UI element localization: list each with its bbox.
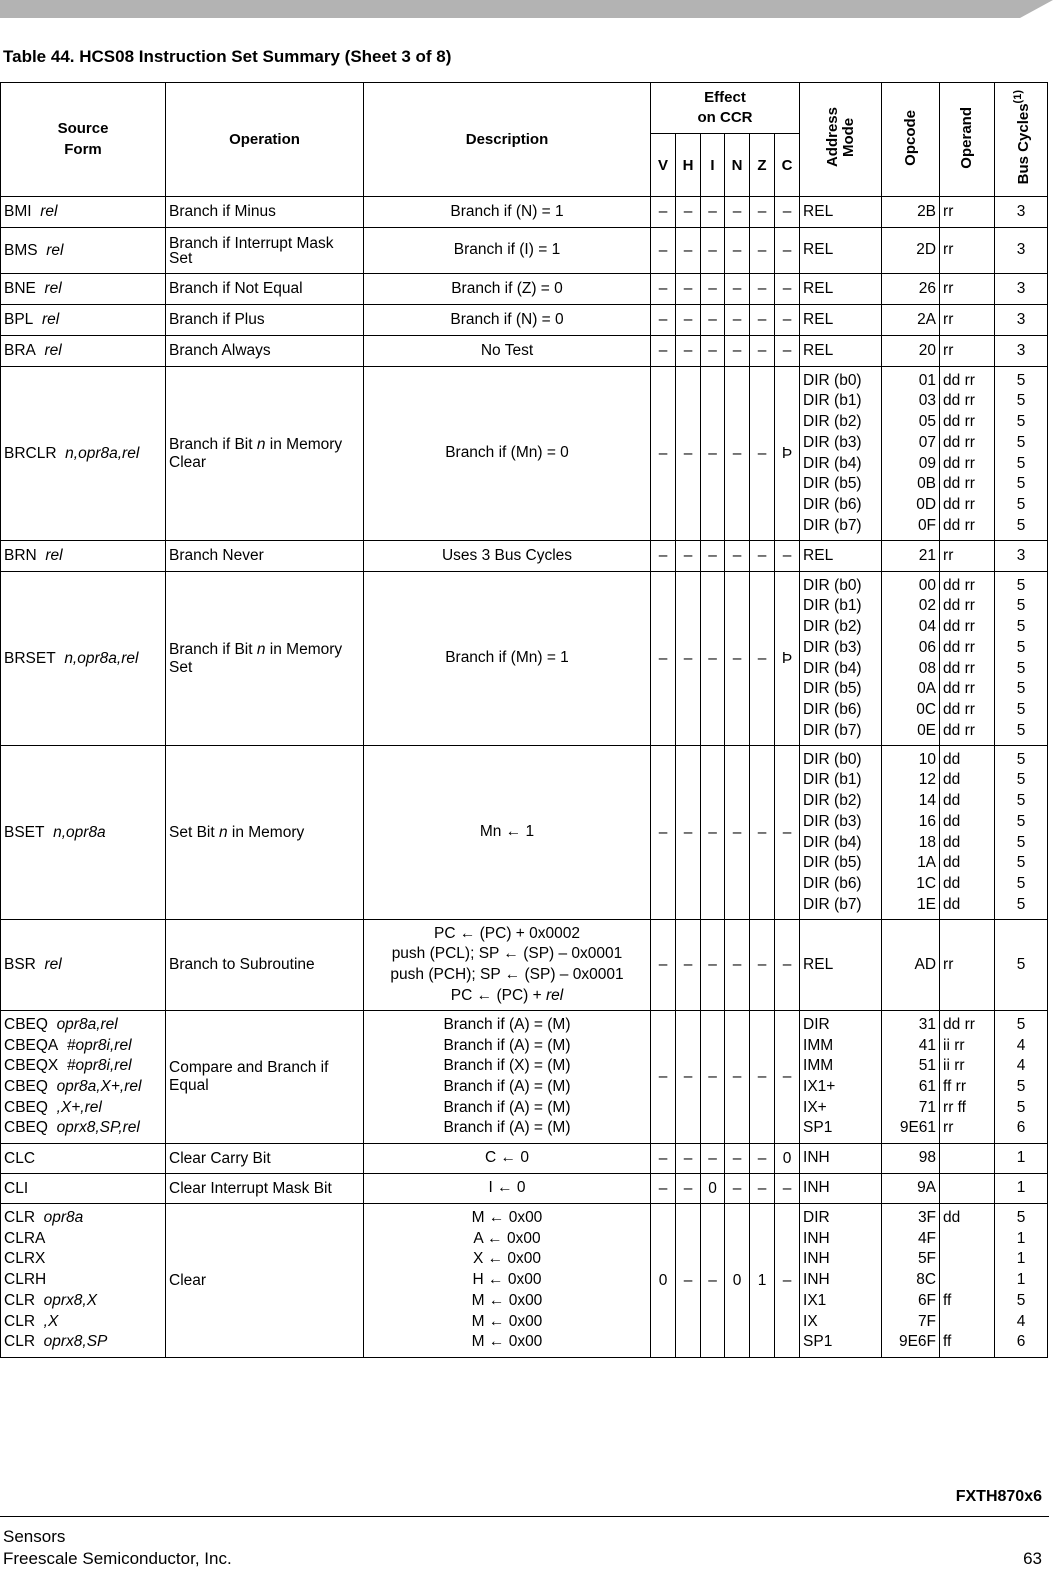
source-form-cell: BRCLR n,opr8a,rel — [1, 367, 166, 541]
flag-cell-n: – — [725, 541, 750, 572]
operation-cell: Branch if Minus — [166, 197, 364, 228]
description-cell: Branch if (Mn) = 1 — [364, 572, 651, 746]
flag-cell-i: – — [701, 367, 725, 541]
operand-cell: rr — [940, 336, 995, 367]
flag-cell-z: – — [750, 197, 775, 228]
operation-cell: Branch to Subroutine — [166, 920, 364, 1011]
table-row — [1, 197, 1048, 228]
flag-cell-i: – — [701, 228, 725, 274]
opcode-cell: 3F 4F 5F 8C 6F 7F 9E6F — [882, 1204, 940, 1358]
top-banner — [0, 0, 1053, 18]
operand-cell: rr — [940, 228, 995, 274]
operation-cell: Clear — [166, 1204, 364, 1358]
bus-cycles-cell: 3 — [995, 305, 1048, 336]
flag-cell-n: – — [725, 1174, 750, 1204]
flag-cell-c: – — [775, 305, 800, 336]
operation-cell: Branch if Bit n in Memory Set — [166, 572, 364, 746]
operand-cell: dd ff ff — [940, 1204, 995, 1358]
header-operation: Operation — [166, 83, 364, 197]
source-form-cell: CLR opr8a CLRA CLRX CLRH CLR oprx8,X CLR ,X CLR oprx8,SP — [1, 1204, 166, 1358]
source-form-cell: BRN rel — [1, 541, 166, 572]
footer-doc-id: FXTH870x6 — [955, 1488, 1042, 1505]
description-cell: C ← 0 — [364, 1144, 651, 1174]
header-address-mode-cell — [800, 83, 882, 197]
flag-cell-i: – — [701, 572, 725, 746]
table-row — [1, 572, 1048, 746]
description-cell: Branch if (N) = 0 — [364, 305, 651, 336]
flag-cell-h: – — [676, 541, 701, 572]
table-row — [1, 336, 1048, 367]
flag-cell-i: – — [701, 197, 725, 228]
flag-cell-i: – — [701, 1011, 725, 1144]
header-operand: Operand — [958, 106, 976, 169]
flag-cell-i: – — [701, 920, 725, 1011]
header-effect-on-ccr: Effect on CCR — [651, 83, 800, 134]
address-mode-cell: REL — [800, 228, 882, 274]
table-title: Table 44. HCS08 Instruction Set Summary (Sheet 3 of 8) — [3, 47, 452, 66]
operation-cell: Branch if Interrupt Mask Set — [166, 228, 364, 274]
flag-cell-v: – — [651, 746, 676, 920]
flag-cell-n: – — [725, 572, 750, 746]
opcode-cell: 2A — [882, 305, 940, 336]
flag-cell-v: – — [651, 305, 676, 336]
address-mode-cell: INH — [800, 1174, 882, 1204]
flag-cell-h: – — [676, 228, 701, 274]
flag-cell-h: – — [676, 367, 701, 541]
source-form-cell: BSET n,opr8a — [1, 746, 166, 920]
footer-company: Freescale Semiconductor, Inc. — [3, 1549, 232, 1568]
bus-cycles-cell: 5 1 1 1 5 4 6 — [995, 1204, 1048, 1358]
operation-cell: Compare and Branch if Equal — [166, 1011, 364, 1144]
flag-cell-n: – — [725, 920, 750, 1011]
opcode-cell: AD — [882, 920, 940, 1011]
flag-cell-z: – — [750, 746, 775, 920]
source-form-cell: BNE rel — [1, 274, 166, 305]
flag-cell-z: – — [750, 367, 775, 541]
flag-cell-v: – — [651, 541, 676, 572]
header-description: Description — [364, 83, 651, 197]
footer-divider — [0, 1516, 1049, 1517]
operand-cell — [940, 1174, 995, 1204]
address-mode-cell: REL — [800, 336, 882, 367]
opcode-cell: 98 — [882, 1144, 940, 1174]
bus-cycles-cell: 3 — [995, 228, 1048, 274]
operand-cell: dd rr ii rr ii rr ff rr rr ff rr — [940, 1011, 995, 1144]
flag-cell-z: – — [750, 1011, 775, 1144]
opcode-cell: 00 02 04 06 08 0A 0C 0E — [882, 572, 940, 746]
flag-cell-z: 1 — [750, 1204, 775, 1358]
description-cell: Branch if (A) = (M) Branch if (A) = (M) Branch if (X) = (M) Branch if (A) = (M) Branch if (A) = (M) Branch if (A) = (M) — [364, 1011, 651, 1144]
source-form-cell: BRSET n,opr8a,rel — [1, 572, 166, 746]
flag-cell-c: – — [775, 746, 800, 920]
table-row — [1, 920, 1048, 1011]
flag-cell-h: – — [676, 274, 701, 305]
flag-cell-v: – — [651, 572, 676, 746]
address-mode-cell: REL — [800, 197, 882, 228]
flag-cell-z: – — [750, 305, 775, 336]
header-flag-c: C — [775, 134, 800, 197]
flag-cell-z: – — [750, 920, 775, 1011]
source-form-cell: BMI rel — [1, 197, 166, 228]
table-row — [1, 1174, 1048, 1204]
operand-cell: rr — [940, 920, 995, 1011]
opcode-cell: 2D — [882, 228, 940, 274]
address-mode-cell: DIR IMM IMM IX1+ IX+ SP1 — [800, 1011, 882, 1144]
flag-cell-v: 0 — [651, 1204, 676, 1358]
header-address-mode: Address Mode — [823, 107, 857, 168]
source-form-cell: BRA rel — [1, 336, 166, 367]
operation-cell: Set Bit n in Memory — [166, 746, 364, 920]
flag-cell-n: – — [725, 305, 750, 336]
address-mode-cell: REL — [800, 274, 882, 305]
operand-cell: rr — [940, 541, 995, 572]
instruction-table — [0, 82, 1048, 1358]
flag-cell-i: – — [701, 1144, 725, 1174]
flag-cell-z: – — [750, 572, 775, 746]
flag-cell-v: – — [651, 1144, 676, 1174]
flag-cell-v: – — [651, 197, 676, 228]
opcode-cell: 21 — [882, 541, 940, 572]
bus-cycles-cell: 5 5 5 5 5 5 5 5 — [995, 367, 1048, 541]
flag-cell-i: – — [701, 336, 725, 367]
flag-cell-n: – — [725, 274, 750, 305]
flag-cell-c: – — [775, 1174, 800, 1204]
source-form-cell: BPL rel — [1, 305, 166, 336]
bus-cycles-cell: 3 — [995, 336, 1048, 367]
operand-cell: rr — [940, 274, 995, 305]
footer-sensors: Sensors — [3, 1527, 66, 1546]
operand-cell: rr — [940, 197, 995, 228]
bus-cycles-cell: 3 — [995, 541, 1048, 572]
flag-cell-c: – — [775, 1011, 800, 1144]
flag-cell-c: – — [775, 228, 800, 274]
description-cell: Mn ← 1 — [364, 746, 651, 920]
description-cell: M ← 0x00 A ← 0x00 X ← 0x00 H ← 0x00 M ← 0x00 M ← 0x00 M ← 0x00 — [364, 1204, 651, 1358]
opcode-cell: 20 — [882, 336, 940, 367]
header-opcode: Opcode — [901, 109, 919, 166]
header-flag-i: I — [701, 134, 725, 197]
table-row — [1, 1011, 1048, 1144]
flag-cell-h: – — [676, 1204, 701, 1358]
flag-cell-z: – — [750, 336, 775, 367]
description-cell: Branch if (Mn) = 0 — [364, 367, 651, 541]
page-number: 63 — [1023, 1549, 1042, 1568]
flag-cell-h: – — [676, 336, 701, 367]
description-cell: Branch if (I) = 1 — [364, 228, 651, 274]
bus-cycles-cell: 3 — [995, 197, 1048, 228]
address-mode-cell: REL — [800, 541, 882, 572]
bus-cycles-cell: 5 — [995, 920, 1048, 1011]
header-opcode-cell — [882, 83, 940, 197]
flag-cell-h: – — [676, 746, 701, 920]
bus-cycles-cell: 5 5 5 5 5 5 5 5 — [995, 572, 1048, 746]
flag-cell-c: Þ — [775, 367, 800, 541]
description-cell: Branch if (Z) = 0 — [364, 274, 651, 305]
flag-cell-h: – — [676, 920, 701, 1011]
address-mode-cell: DIR (b0) DIR (b1) DIR (b2) DIR (b3) DIR (b4) DIR (b5) DIR (b6) DIR (b7) — [800, 746, 882, 920]
flag-cell-h: – — [676, 1174, 701, 1204]
opcode-cell: 10 12 14 16 18 1A 1C 1E — [882, 746, 940, 920]
flag-cell-v: – — [651, 336, 676, 367]
flag-cell-n: – — [725, 367, 750, 541]
header-operand-cell — [940, 83, 995, 197]
flag-cell-v: – — [651, 274, 676, 305]
flag-cell-v: – — [651, 1174, 676, 1204]
flag-cell-z: – — [750, 1144, 775, 1174]
table-row — [1, 305, 1048, 336]
description-cell: PC ← (PC) + 0x0002 push (PCL); SP ← (SP) – 0x0001 push (PCH); SP ← (SP) – 0x0001 PC ← (PC) + rel — [364, 920, 651, 1011]
opcode-cell: 9A — [882, 1174, 940, 1204]
flag-cell-c: – — [775, 336, 800, 367]
flag-cell-n: – — [725, 197, 750, 228]
address-mode-cell: REL — [800, 920, 882, 1011]
table-row — [1, 541, 1048, 572]
table-row — [1, 1144, 1048, 1174]
table-row — [1, 228, 1048, 274]
operand-cell: dd rr dd rr dd rr dd rr dd rr dd rr dd rr dd rr — [940, 367, 995, 541]
table-row — [1, 1204, 1048, 1358]
header-bus-cycles: Bus Cycles$^{(1)}$ — [1012, 90, 1033, 185]
operation-cell: Branch if Not Equal — [166, 274, 364, 305]
flag-cell-c: Þ — [775, 572, 800, 746]
operand-cell: dd dd dd dd dd dd dd dd — [940, 746, 995, 920]
description-cell: No Test — [364, 336, 651, 367]
flag-cell-v: – — [651, 1011, 676, 1144]
flag-cell-c: 0 — [775, 1144, 800, 1174]
flag-cell-i: – — [701, 274, 725, 305]
bus-cycles-cell: 3 — [995, 274, 1048, 305]
flag-cell-i: – — [701, 541, 725, 572]
bus-cycles-cell: 5 4 4 5 5 6 — [995, 1011, 1048, 1144]
flag-cell-i: – — [701, 1204, 725, 1358]
header-flag-v: V — [651, 134, 676, 197]
flag-cell-n: – — [725, 1011, 750, 1144]
operation-cell: Clear Interrupt Mask Bit — [166, 1174, 364, 1204]
flag-cell-c: – — [775, 541, 800, 572]
operation-cell: Branch if Bit n in Memory Clear — [166, 367, 364, 541]
flag-cell-i: – — [701, 746, 725, 920]
address-mode-cell: REL — [800, 305, 882, 336]
table-row — [1, 746, 1048, 920]
description-cell: I ← 0 — [364, 1174, 651, 1204]
flag-cell-c: – — [775, 1204, 800, 1358]
bus-cycles-cell: 1 — [995, 1174, 1048, 1204]
operand-cell: dd rr dd rr dd rr dd rr dd rr dd rr dd rr dd rr — [940, 572, 995, 746]
source-form-cell: CLC — [1, 1144, 166, 1174]
flag-cell-v: – — [651, 367, 676, 541]
flag-cell-i: – — [701, 305, 725, 336]
flag-cell-v: – — [651, 228, 676, 274]
opcode-cell: 26 — [882, 274, 940, 305]
source-form-cell: BSR rel — [1, 920, 166, 1011]
flag-cell-v: – — [651, 920, 676, 1011]
flag-cell-z: – — [750, 228, 775, 274]
flag-cell-c: – — [775, 920, 800, 1011]
address-mode-cell: DIR INH INH INH IX1 IX SP1 — [800, 1204, 882, 1358]
flag-cell-z: – — [750, 541, 775, 572]
operation-cell: Branch if Plus — [166, 305, 364, 336]
flag-cell-n: – — [725, 1144, 750, 1174]
header-bus-cycles-cell — [995, 83, 1048, 197]
header-flag-n: N — [725, 134, 750, 197]
source-form-cell: BMS rel — [1, 228, 166, 274]
address-mode-cell: INH — [800, 1144, 882, 1174]
flag-cell-n: – — [725, 336, 750, 367]
opcode-cell: 2B — [882, 197, 940, 228]
description-cell: Branch if (N) = 1 — [364, 197, 651, 228]
table-row — [1, 367, 1048, 541]
bus-cycles-cell: 1 — [995, 1144, 1048, 1174]
header-flag-h: H — [676, 134, 701, 197]
table-row — [1, 274, 1048, 305]
flag-cell-n: – — [725, 746, 750, 920]
description-cell: Uses 3 Bus Cycles — [364, 541, 651, 572]
source-form-cell: CBEQ opr8a,rel CBEQA #opr8i,rel CBEQX #opr8i,rel CBEQ opr8a,X+,rel CBEQ ,X+,rel CBEQ oprx8,SP,rel — [1, 1011, 166, 1144]
header-flag-z: Z — [750, 134, 775, 197]
flag-cell-z: – — [750, 1174, 775, 1204]
source-form-cell: CLI — [1, 1174, 166, 1204]
address-mode-cell: DIR (b0) DIR (b1) DIR (b2) DIR (b3) DIR (b4) DIR (b5) DIR (b6) DIR (b7) — [800, 367, 882, 541]
flag-cell-h: – — [676, 572, 701, 746]
flag-cell-h: – — [676, 1011, 701, 1144]
operand-cell: rr — [940, 305, 995, 336]
opcode-cell: 01 03 05 07 09 0B 0D 0F — [882, 367, 940, 541]
flag-cell-z: – — [750, 274, 775, 305]
operand-cell — [940, 1144, 995, 1174]
flag-cell-n: 0 — [725, 1204, 750, 1358]
flag-cell-n: – — [725, 228, 750, 274]
flag-cell-h: – — [676, 197, 701, 228]
flag-cell-c: – — [775, 274, 800, 305]
flag-cell-c: – — [775, 197, 800, 228]
flag-cell-i: 0 — [701, 1174, 725, 1204]
flag-cell-h: – — [676, 1144, 701, 1174]
address-mode-cell: DIR (b0) DIR (b1) DIR (b2) DIR (b3) DIR (b4) DIR (b5) DIR (b6) DIR (b7) — [800, 572, 882, 746]
operation-cell: Branch Never — [166, 541, 364, 572]
opcode-cell: 31 41 51 61 71 9E61 — [882, 1011, 940, 1144]
flag-cell-h: – — [676, 305, 701, 336]
header-source-form: Source Form — [1, 83, 166, 197]
operation-cell: Branch Always — [166, 336, 364, 367]
bus-cycles-cell: 5 5 5 5 5 5 5 5 — [995, 746, 1048, 920]
operation-cell: Clear Carry Bit — [166, 1144, 364, 1174]
